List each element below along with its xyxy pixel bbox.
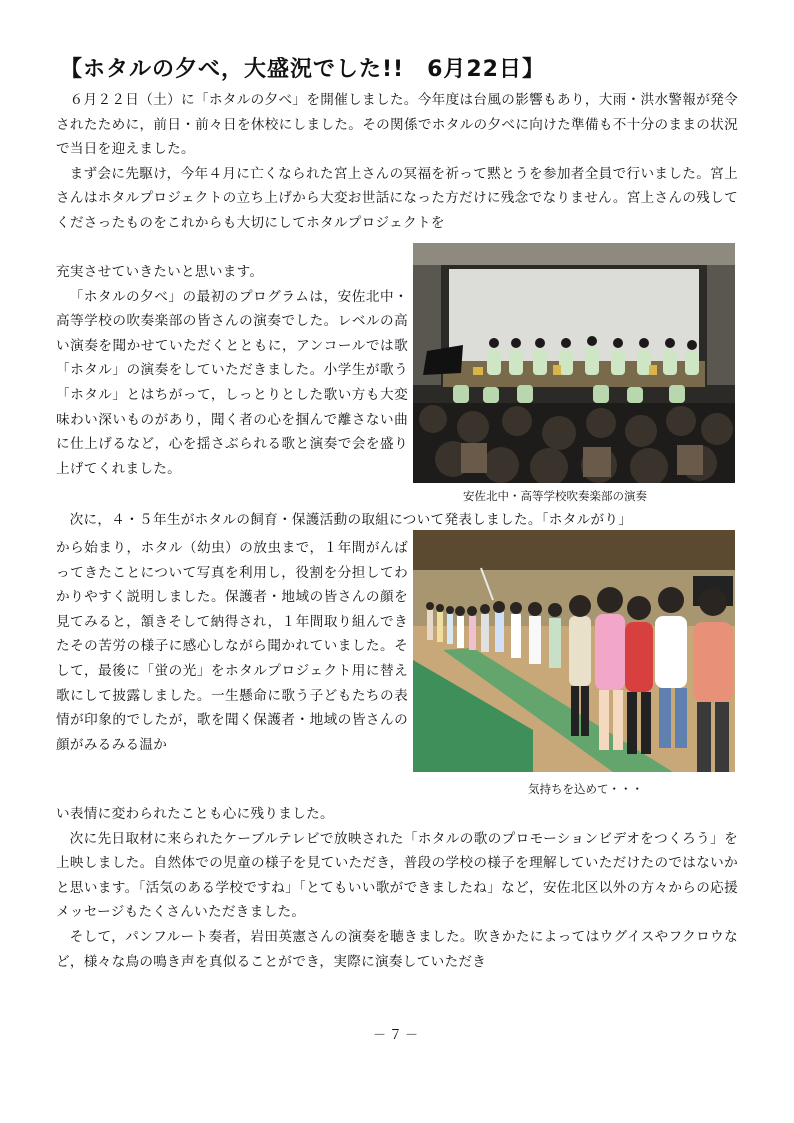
photo1-caption: 安佐北中・高等学校吹奏楽部の演奏 <box>463 489 647 503</box>
text-block-left-1 <box>56 260 408 481</box>
paragraph-4-body: から始まり，ホタル（幼虫）の放虫まで，１年間がんばってきたことについて写真を利用し，役割を分担してわかりやすく説明しました。保護者・地域の皆さんの顔を見てみると，頷きそして納得され，１年間取り組んできたその苦労の様子に感心しながら聞かれていました。そして，最後に「蛍の光」をホタルプロジェクト用に替え歌にして披露しました。一生懸命に歌う子どもたちの表情が印象的でしたが，歌を聞く保護者・地域の皆さんの顔がみるみる温か <box>56 540 408 753</box>
students-singing-illustration <box>413 530 735 772</box>
brass-band-illustration <box>413 243 735 483</box>
brass-band-photo <box>413 243 735 483</box>
students-singing-photo <box>413 530 735 772</box>
text-block-closing <box>56 802 738 974</box>
text-block-presentation-lead <box>56 508 738 533</box>
paragraph-2: まず会に先駆け，今年４月に亡くなられた宮上さんの冥福を祈って黙とうを参加者全員で行いました。宮上さんはホタルプロジェクトの立ち上げから大変お世話になった方だけに残念でなりません。宮上さんの残してくださったものをこれからも大切にしてホタルプロジェクトを <box>56 165 738 231</box>
paragraph-4-end: い表情に変わられたことも心に残りました。 <box>56 806 334 822</box>
paragraph-3: 「ホタルの夕べ」の最初のプログラムは，安佐北中・高等学校の吹奏楽部の皆さんの演奏でした。レベルの高い演奏を聞かせていただくとともに，アンコールでは歌「ホタル」の演奏をしていただきました。小学生が歌う「ホタル」とはちがって，しっとりとした歌い方も大変味わい深いものがあり，聞く者の心を掴んで離さない曲に仕上げるなど，心を揺さぶられる歌と演奏で会を盛り上げてくれました。 <box>56 288 408 477</box>
paragraph-4-start: 次に，４・５年生がホタルの飼育・保護活動の取組について発表しました。「ホタルがり」 <box>69 512 633 528</box>
paragraph-1: ６月２２日（土）に「ホタルの夕べ」を開催しました。今年度は台風の影響もあり，大雨・洪水警報が発令されたために，前日・前々日を休校にしました。その関係でホタルの夕べに向けた準備も不十分のままの状況で当日を迎えました。 <box>56 92 738 158</box>
paragraph-6: そして，パンフルート奏者，岩田英憲さんの演奏を聴きました。吹きかたによってはウグイスやフクロウなど，様々な鳥の鳴き声を真似ることができ，実際に演奏していただき <box>56 928 738 970</box>
article-title: 【ホタルの夕べ，大盛況でした!! 6月22日】 <box>60 57 545 82</box>
paragraph-5: 次に先日取材に来られたケーブルテレビで放映された「ホタルの歌のプロモーションビデオをつくろう」を上映しました。自然体での児童の様子を見ていただき，普段の学校の様子を理解していただけたのではないかと思います。「活気のある学校ですね」「とてもいい歌ができましたね」など，安佐北区以外の方々からの応援メッセージもたくさんいただきました。 <box>56 830 738 921</box>
text-block-left-2 <box>56 536 408 757</box>
page-number: －７－ <box>372 1028 421 1043</box>
text-block-intro <box>56 88 738 236</box>
photo2-caption: 気持ちを込めて・・・ <box>528 782 643 796</box>
paragraph-2-continued: 充実させていきたいと思います。 <box>56 264 264 280</box>
